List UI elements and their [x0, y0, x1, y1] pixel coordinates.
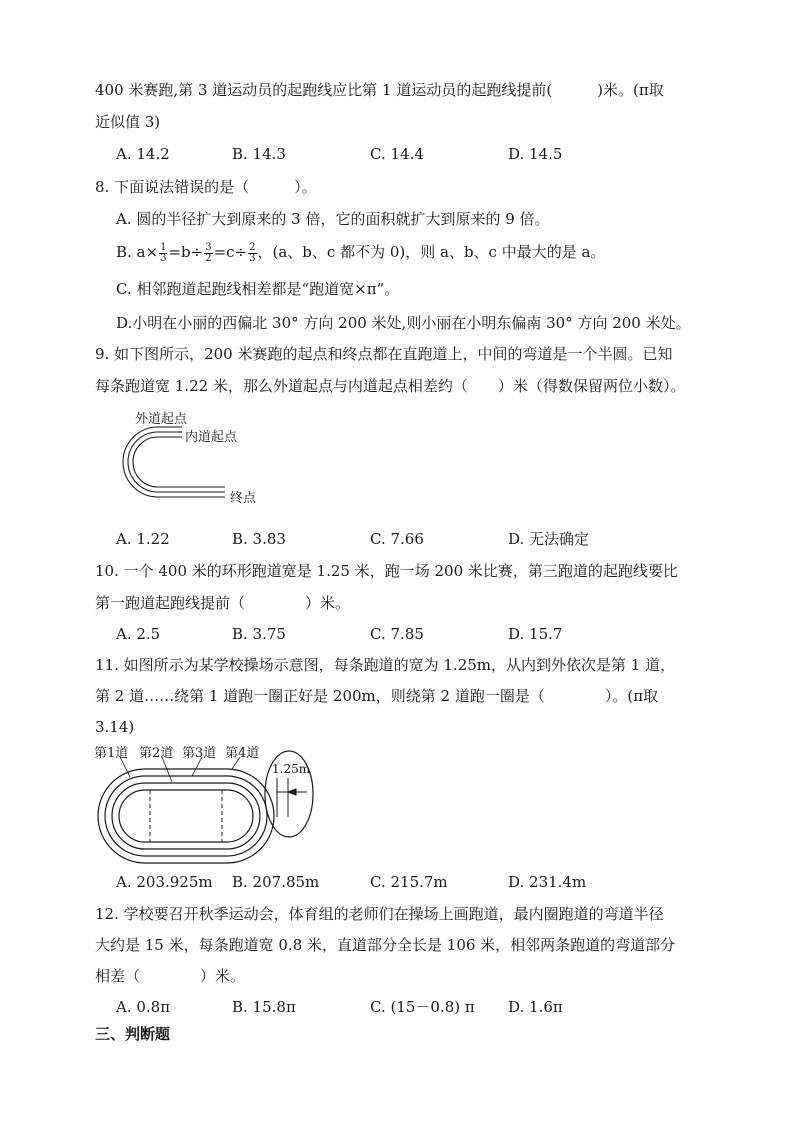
q11-lane1-label: 第1道: [94, 746, 129, 761]
q11-option-c: C. 215.7m: [370, 873, 448, 891]
q10-option-b: B. 3.75: [232, 625, 286, 643]
q9-option-b: B. 3.83: [232, 530, 286, 548]
q7-option-c: C. 14.4: [370, 145, 424, 163]
q9-track-figure: [100, 405, 260, 510]
section-heading-true-false: 三、判断题: [95, 1025, 171, 1043]
q11-lane3-label: 第3道: [182, 746, 217, 761]
q10-line2: 第一跑道起跑线提前（ ）米。: [95, 594, 351, 612]
fraction-one-third: $\frac{1}{3}$: [160, 241, 167, 264]
q11-track-figure: [92, 742, 324, 868]
q9-inner-start-label: 内道起点: [185, 430, 238, 445]
q11-lane2-label: 第2道: [139, 746, 174, 761]
q8-option-c: C. 相邻跑道起跑线相差都是“跑道宽×π”。: [116, 280, 400, 298]
q9-option-d: D. 无法确定: [508, 530, 590, 548]
q12-option-a: A. 0.8π: [116, 998, 171, 1016]
q11-line3: 3.14): [95, 718, 135, 736]
q12-line3: 相差（ ）米。: [95, 967, 246, 985]
q8-option-b: B. a× $\frac{1}{3}$ =b÷ $\frac{3}{2}$ =c÷ $\frac{2}{3}$ ，(a、b、c 都不为 0)，则 a、b、c 中最大的是 a。: [116, 241, 606, 264]
q9-option-c: C. 7.66: [370, 530, 424, 548]
q9-option-a: A. 1.22: [116, 530, 170, 548]
q12-option-d: D. 1.6π: [508, 998, 563, 1016]
q11-option-d: D. 231.4m: [508, 873, 587, 891]
q11-line1: 11. 如图所示为某学校操场示意图，每条跑道的宽为 1.25m，从内到外依次是第 1 道，: [95, 656, 676, 674]
q10-option-a: A. 2.5: [116, 625, 161, 643]
fraction-three-halves: $\frac{3}{2}$: [205, 241, 212, 264]
q12-option-c: C. (15－0.8) π: [370, 998, 475, 1016]
q8-option-d: D.小明在小丽的西偏北 30° 方向 200 米处,则小丽在小明东偏南 30° 方向 200 米处。: [116, 314, 691, 332]
fraction-two-thirds: $\frac{2}{3}$: [249, 241, 256, 264]
q11-line2: 第 2 道……绕第 1 道跑一圈正好是 200m，则绕第 2 道跑一圈是（ ）。(π取: [95, 687, 659, 705]
q10-option-c: C. 7.85: [370, 625, 424, 643]
q11-width-label: 1.25m: [272, 762, 311, 776]
q7-line2: 近似值 3): [95, 113, 161, 131]
q10-line1: 10. 一个 400 米的环形跑道宽是 1.25 米，跑一场 200 米比赛，第三跑道的起跑线要比: [95, 562, 678, 580]
q11-lane4-label: 第4道: [225, 746, 260, 761]
q7-option-a: A. 14.2: [116, 145, 170, 163]
q9-finish-label: 终点: [230, 491, 257, 506]
q11-option-b: B. 207.85m: [232, 873, 320, 891]
q9-line2: 每条跑道宽 1.22 米，那么外道起点与内道起点相差约（ ）米（得数保留两位小数）。: [95, 377, 686, 395]
q7-line1: 400 米赛跑,第 3 道运动员的起跑线应比第 1 道运动员的起跑线提前( )米。(π取: [95, 81, 664, 99]
q7-option-d: D. 14.5: [508, 145, 563, 163]
q12-line1: 12. 学校要召开秋季运动会，体育组的老师们在操场上画跑道，最内圈跑道的弯道半径: [95, 905, 664, 923]
q7-option-b: B. 14.3: [232, 145, 286, 163]
q9-outer-start-label: 外道起点: [135, 412, 188, 427]
q11-option-a: A. 203.925m: [116, 873, 213, 891]
q10-option-d: D. 15.7: [508, 625, 563, 643]
q9-line1: 9. 如下图所示，200 米赛跑的起点和终点都在直跑道上，中间的弯道是一个半圆。已知: [95, 345, 673, 363]
q12-option-b: B. 15.8π: [232, 998, 296, 1016]
q12-line2: 大约是 15 米，每条跑道宽 0.8 米，直道部分全长是 106 米，相邻两条跑道的弯道部分: [95, 936, 676, 954]
q8-option-a: A. 圆的半径扩大到原来的 3 倍，它的面积就扩大到原来的 9 倍。: [116, 210, 550, 228]
q8-stem: 8. 下面说法错误的是（ ）。: [95, 178, 317, 196]
